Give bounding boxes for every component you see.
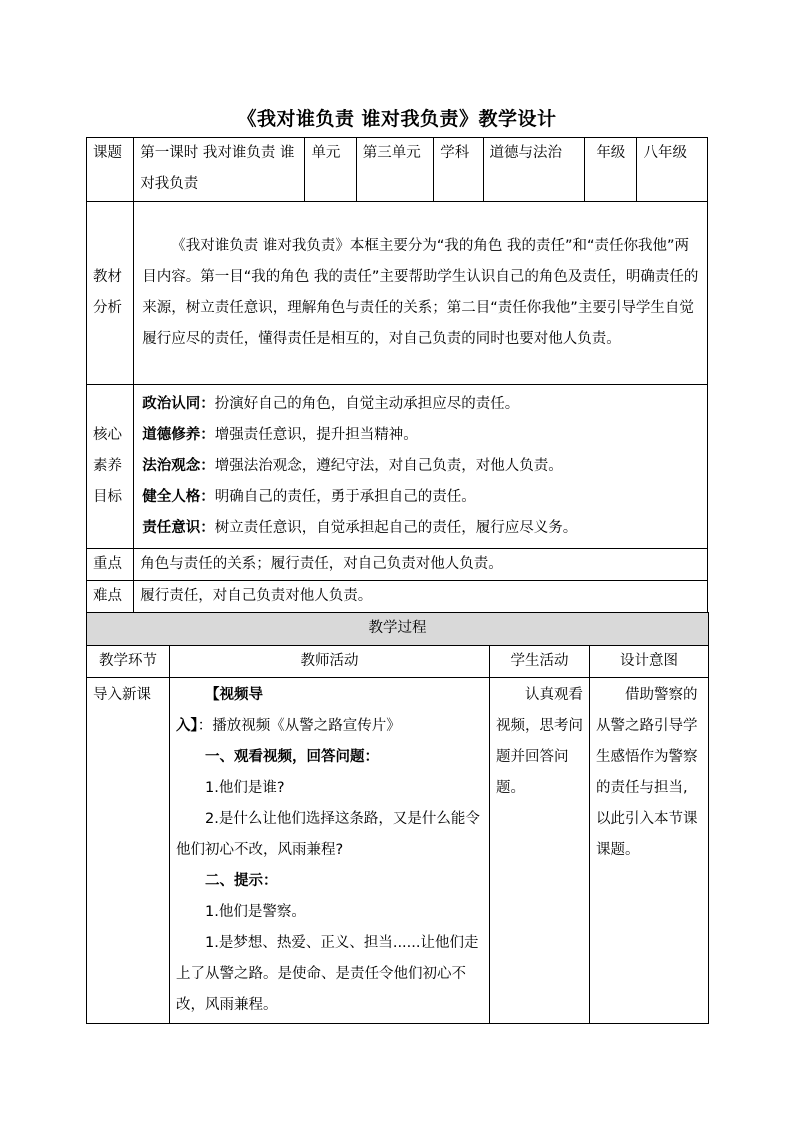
analysis-text: 《我对谁负责 谁对我负责》本框主要分为“我的角色 我的责任”和“责任你我他”两目内容。第一目“我的角色 我的责任”主要帮助学生认识自己的角色及责任，明确责任的来源，树立责任意识，理解角色与责任的关系；第二目“责任你我他”主要引导学生自觉履行应尽的责任，懂得责任是相互的，对自己负责的同时也要对他人负责。 (142, 238, 699, 347)
process-table (86, 612, 709, 1024)
literacy-item (142, 451, 699, 482)
difficulty-text: 履行责任，对自己负责对他人负责。 (134, 581, 708, 613)
subject-value: 道德与法治 (483, 138, 585, 202)
table-row (87, 678, 709, 1024)
difficulty-label: 难点 (87, 581, 134, 613)
unit-label: 单元 (305, 138, 356, 202)
literacy-cell (134, 385, 708, 549)
literacy-item (142, 389, 699, 420)
hint-heading: 二、提示： (205, 873, 278, 889)
literacy-value: 扮演好自己的角色，自觉主动承担应尽的责任。 (214, 396, 520, 412)
literacy-key: 责任意识： (142, 520, 215, 536)
hint-2: 1.是梦想、热爱、正义、担当......让他们走上了从警之路。是使命、是责任令他们初心不改，风雨兼程。 (176, 935, 479, 1013)
video-intro-tag: 【视频导入】 (176, 687, 263, 734)
col-student: 学生活动 (490, 646, 590, 678)
literacy-item (142, 482, 699, 513)
literacy-key: 道德修养： (142, 427, 215, 443)
col-stage: 教学环节 (87, 646, 170, 678)
literacy-value: 明确自己的责任，勇于承担自己的责任。 (214, 489, 476, 505)
key-point-row (87, 549, 708, 581)
literacy-key: 法治观念： (142, 458, 215, 474)
lesson-row (87, 138, 708, 202)
literacy-label: 核心素养目标 (87, 385, 134, 549)
literacy-value: 增强法治观念，遵纪守法，对自己负责，对他人负责。 (214, 458, 563, 474)
question-2: 2.是什么让他们选择这条路，又是什么能令他们初心不改，风雨兼程? (176, 811, 480, 858)
difficulty-row (87, 581, 708, 613)
process-column-header (87, 646, 709, 678)
literacy-value: 增强责任意识，提升担当精神。 (214, 427, 418, 443)
literacy-key: 健全人格： (142, 489, 215, 505)
subject-label: 学科 (434, 138, 483, 202)
process-heading-row (87, 613, 709, 646)
process-heading: 教学过程 (87, 613, 709, 646)
design-intent: 借助警察的从警之路引导学生感悟作为警察的责任与担当,以此引入本节课课题。 (596, 687, 698, 858)
document-title: 《我对谁负责 谁对我负责》教学设计 (237, 108, 557, 130)
analysis-row (87, 202, 708, 385)
question-1: 1.他们是谁? (205, 780, 285, 796)
question-heading: 一、观看视频，回答问题： (205, 749, 379, 765)
unit-value: 第三单元 (356, 138, 433, 202)
key-point-label: 重点 (87, 549, 134, 581)
literacy-row (87, 385, 708, 549)
key-point-text: 角色与责任的关系；履行责任，对自己负责对他人负责。 (134, 549, 708, 581)
teacher-cell (170, 678, 490, 1024)
stage-cell: 导入新课 (87, 678, 170, 1024)
col-design: 设计意图 (590, 646, 709, 678)
teacher-intro (176, 680, 483, 742)
col-teacher: 教师活动 (170, 646, 490, 678)
grade-label: 年级 (585, 138, 637, 202)
analysis-cell (134, 202, 708, 385)
lesson-value: 第一课时 我对谁负责 谁对我负责 (134, 138, 305, 202)
analysis-label: 教材分析 (87, 202, 134, 385)
design-cell (590, 678, 709, 1024)
literacy-item (142, 420, 699, 451)
student-activity: 认真观看视频，思考问题并回答问题。 (496, 687, 583, 796)
lesson-label: 课题 (87, 138, 134, 202)
video-intro-text: ：播放视频《从警之路宣传片》 (197, 718, 401, 734)
literacy-item (142, 513, 699, 544)
literacy-value: 树立责任意识，自觉承担起自己的责任，履行应尽义务。 (214, 520, 578, 536)
grade-value: 八年级 (637, 138, 708, 202)
hint-1: 1.他们是警察。 (205, 904, 306, 920)
student-cell (490, 678, 590, 1024)
literacy-key: 政治认同： (142, 396, 215, 412)
info-table (86, 137, 708, 613)
